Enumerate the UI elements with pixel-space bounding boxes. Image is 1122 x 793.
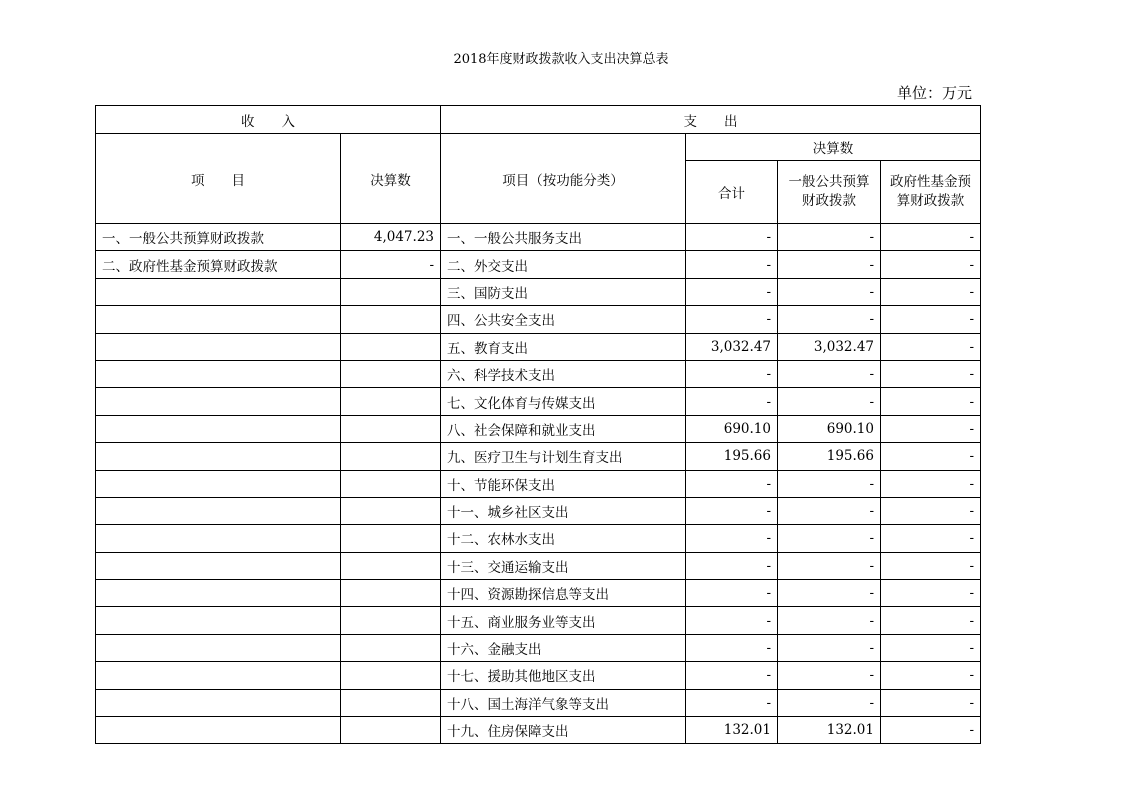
general-budget-cell: - [778,580,881,607]
income-amount-cell [341,580,441,607]
expense-item-cell: 十九、住房保障支出 [441,717,686,744]
income-amount-cell [341,333,441,360]
expense-item-cell: 十二、农林水支出 [441,525,686,552]
income-item-cell [96,333,341,360]
total-cell: - [686,278,778,305]
income-amount-cell: - [341,251,441,278]
table-row [96,607,981,634]
table-row [96,689,981,716]
income-amount-cell [341,278,441,305]
income-item-cell: 二、政府性基金预算财政拨款 [96,251,341,278]
income-item-cell [96,580,341,607]
expense-item-cell: 十三、交通运输支出 [441,552,686,579]
total-cell: 3,032.47 [686,333,778,360]
income-amount-cell [341,634,441,661]
income-item-cell [96,607,341,634]
income-item-cell [96,525,341,552]
expense-item-cell: 二、外交支出 [441,251,686,278]
gov-fund-cell: - [881,306,981,333]
total-cell: - [686,360,778,387]
total-cell: - [686,689,778,716]
table-row [96,251,981,278]
expense-item-cell: 九、医疗卫生与计划生育支出 [441,443,686,470]
table-row [96,443,981,470]
total-cell: - [686,580,778,607]
total-cell: - [686,552,778,579]
total-header: 合计 [686,161,778,224]
general-budget-cell: - [778,497,881,524]
general-budget-cell: 690.10 [778,415,881,442]
gov-fund-cell: - [881,360,981,387]
expense-item-cell: 五、教育支出 [441,333,686,360]
table-row [96,278,981,305]
gov-fund-cell: - [881,580,981,607]
income-item-cell [96,689,341,716]
income-item-cell [96,552,341,579]
gov-fund-cell: - [881,497,981,524]
table-row [96,634,981,661]
general-budget-cell: - [778,470,881,497]
expense-item-header: 项目（按功能分类） [441,134,686,224]
gov-fund-cell: - [881,224,981,251]
total-cell: - [686,251,778,278]
general-budget-cell: - [778,306,881,333]
total-cell: - [686,224,778,251]
unit-label: 单位：万元 [896,84,972,102]
income-item-cell: 一、一般公共预算财政拨款 [96,224,341,251]
expense-item-cell: 六、科学技术支出 [441,360,686,387]
expense-item-cell: 十、节能环保支出 [441,470,686,497]
total-cell: - [686,306,778,333]
income-item-cell [96,443,341,470]
income-amount-cell [341,470,441,497]
expense-item-cell: 三、国防支出 [441,278,686,305]
total-cell: - [686,634,778,661]
table-row [96,580,981,607]
expense-item-cell: 八、社会保障和就业支出 [441,415,686,442]
general-budget-cell: - [778,224,881,251]
income-item-cell [96,717,341,744]
income-item-cell [96,634,341,661]
general-budget-cell: - [778,525,881,552]
expense-item-cell: 一、一般公共服务支出 [441,224,686,251]
general-budget-cell: - [778,552,881,579]
general-budget-cell: - [778,251,881,278]
general-budget-cell: - [778,278,881,305]
general-budget-cell: - [778,634,881,661]
table-row [96,717,981,744]
total-cell: 132.01 [686,717,778,744]
general-budget-cell: 195.66 [778,443,881,470]
general-budget-header: 一般公共预算财政拨款 [778,161,881,224]
table-row [96,497,981,524]
gov-fund-cell: - [881,662,981,689]
gov-fund-cell: - [881,251,981,278]
income-amount-cell [341,306,441,333]
table-row [96,525,981,552]
table-row [96,415,981,442]
general-budget-cell: 3,032.47 [778,333,881,360]
table-row [96,552,981,579]
income-amount-cell: 4,047.23 [341,224,441,251]
gov-fund-cell: - [881,388,981,415]
income-item-cell [96,306,341,333]
income-amount-cell [341,607,441,634]
general-budget-cell: - [778,360,881,387]
expense-item-cell: 十八、国土海洋气象等支出 [441,689,686,716]
gov-fund-cell: - [881,470,981,497]
expense-item-cell: 四、公共安全支出 [441,306,686,333]
total-cell: 690.10 [686,415,778,442]
expense-item-cell: 十七、援助其他地区支出 [441,662,686,689]
income-amount-cell [341,717,441,744]
gov-fund-cell: - [881,607,981,634]
income-amount-header: 决算数 [341,134,441,224]
income-amount-cell [341,443,441,470]
expense-item-cell: 十一、城乡社区支出 [441,497,686,524]
gov-fund-cell: - [881,717,981,744]
gov-fund-header: 政府性基金预算财政拨款 [881,161,981,224]
general-budget-cell: 132.01 [778,717,881,744]
total-cell: 195.66 [686,443,778,470]
total-cell: - [686,388,778,415]
income-item-cell [96,470,341,497]
gov-fund-cell: - [881,689,981,716]
table-row [96,388,981,415]
budget-table [95,105,981,744]
expense-item-cell: 十五、商业服务业等支出 [441,607,686,634]
income-section-header: 收 入 [96,106,441,134]
expense-section-header: 支 出 [441,106,981,134]
income-amount-cell [341,388,441,415]
income-item-cell [96,388,341,415]
general-budget-cell: - [778,689,881,716]
table-row [96,470,981,497]
gov-fund-cell: - [881,552,981,579]
table-row [96,333,981,360]
expense-item-cell: 十四、资源勘探信息等支出 [441,580,686,607]
final-amount-header: 决算数 [686,134,981,161]
income-item-cell [96,360,341,387]
income-amount-cell [341,415,441,442]
total-cell: - [686,497,778,524]
income-amount-cell [341,497,441,524]
gov-fund-cell: - [881,415,981,442]
total-cell: - [686,662,778,689]
income-amount-cell [341,662,441,689]
income-amount-cell [341,360,441,387]
income-item-cell [96,278,341,305]
expense-item-cell: 七、文化体育与传媒支出 [441,388,686,415]
income-amount-cell [341,525,441,552]
total-cell: - [686,525,778,552]
general-budget-cell: - [778,388,881,415]
income-amount-cell [341,689,441,716]
table-row [96,360,981,387]
table-row [96,224,981,251]
page-title: 2018年度财政拨款收入支出决算总表 [453,52,669,67]
income-item-cell [96,662,341,689]
gov-fund-cell: - [881,634,981,661]
total-cell: - [686,470,778,497]
table-row [96,662,981,689]
expense-item-cell: 十六、金融支出 [441,634,686,661]
gov-fund-cell: - [881,333,981,360]
gov-fund-cell: - [881,278,981,305]
table-row [96,306,981,333]
general-budget-cell: - [778,607,881,634]
income-item-cell [96,497,341,524]
income-amount-cell [341,552,441,579]
income-item-cell [96,415,341,442]
income-item-header: 项 目 [96,134,341,224]
general-budget-cell: - [778,662,881,689]
gov-fund-cell: - [881,443,981,470]
gov-fund-cell: - [881,525,981,552]
total-cell: - [686,607,778,634]
